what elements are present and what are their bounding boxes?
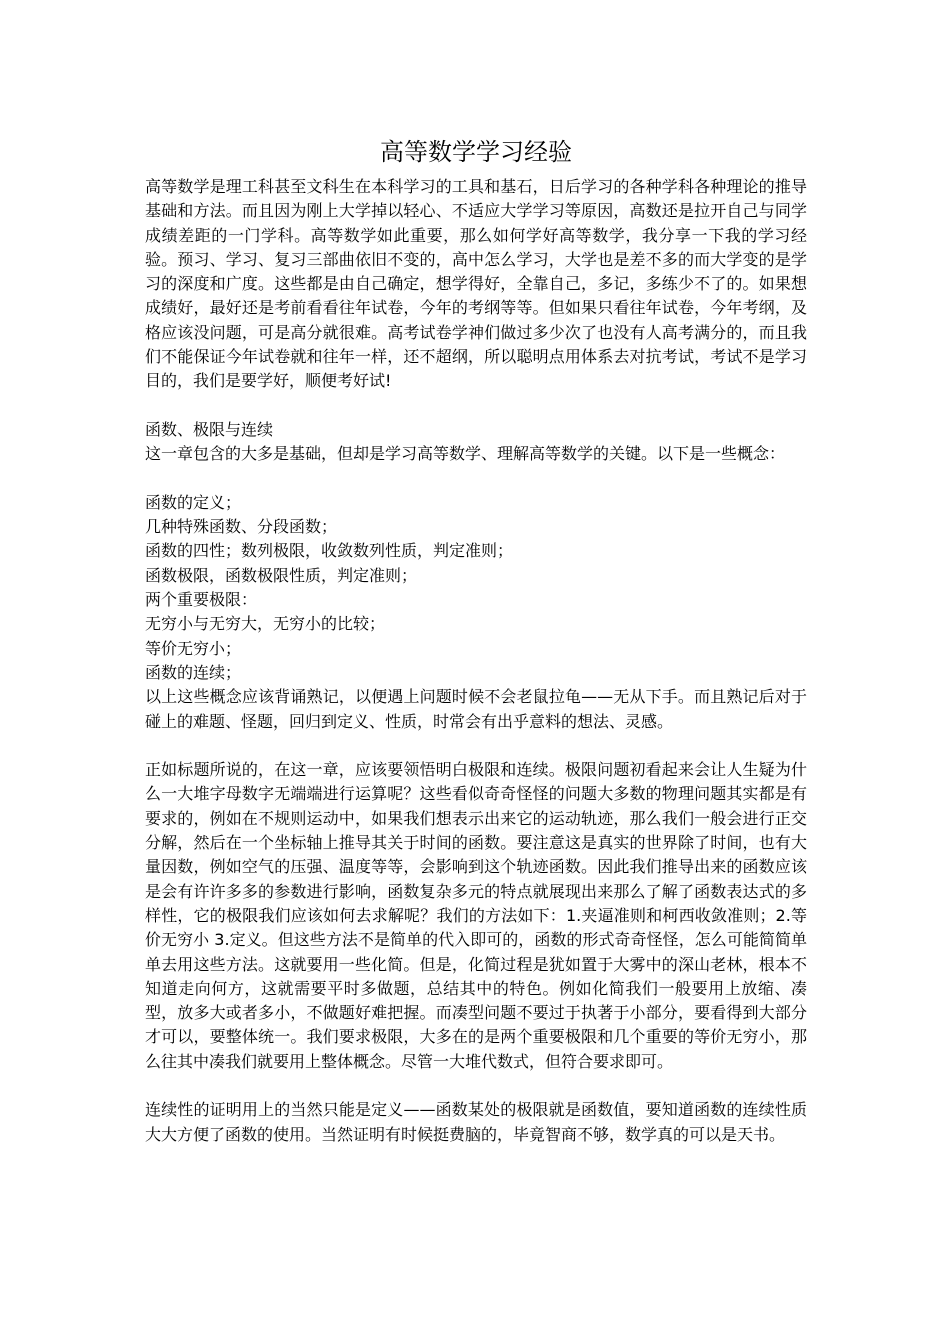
paragraph-gap bbox=[145, 467, 807, 491]
concept-item: 几种特殊函数、分段函数； bbox=[145, 517, 338, 537]
concept-item: 函数的定义； bbox=[145, 492, 242, 512]
paragraph-gap bbox=[145, 734, 807, 758]
concept-item: 函数的四性；数列极限，收敛数列性质，判定准则； bbox=[145, 541, 514, 561]
concept-item: 无穷小与无穷大，无穷小的比较； bbox=[145, 614, 386, 634]
concept-item: 两个重要极限： bbox=[145, 590, 258, 610]
intro-paragraph: 高等数学是理工科甚至文科生在本科学习的工具和基石，日后学习的各种学科各种理论的推导基础和方法。而且因为刚上大学掉以轻心、不适应大学学习等原因，高数还是拉开自己与同学成绩差距的一门学科。高等数学如此重要，那么如何学好高等数学，我分享一下我的学习经验。预习、学习、复习三部曲依旧不变的，高中怎么学习，大学也是差不多的而大学变的是学习的深度和广度。这些都是由自己确定，想学得好，全靠自己，多记，多练少不了的。如果想成绩好，最好还是考前看看往年试卷，今年的考纲等等。但如果只看往年试卷，今年考纲，及格应该没问题，可是高分就很难。高考试卷学神们做过多少次了也没有人高考满分的，而且我们不能保证今年试卷就和往年一样，还不超纲，所以聪明点用体系去对抗考试，考试不是学习目的，我们是要学好，顺便考好试! bbox=[145, 177, 807, 391]
document-page bbox=[145, 132, 807, 1147]
paragraph-gap bbox=[145, 394, 807, 418]
limits-paragraph: 正如标题所说的，在这一章，应该要领悟明白极限和连续。极限问题初看起来会让人生疑为什么一大堆字母数字无端端进行运算呢？这些看似奇奇怪怪的问题大多数的物理问题其实都是有要求的，例如在不规则运动中，如果我们想表示出来它的运动轨迹，那么我们一般会进行正交分解，然后在一个坐标轴上推导其关于时间的函数。要注意这是真实的世界除了时间，也有大量因数，例如空气的压强、温度等等，会影响到这个轨迹函数。因此我们推导出来的函数应该是会有许许多多的参数进行影响，函数复杂多元的特点就展现出来那么了解了函数表达式的多样性，它的极限我们应该如何去求解呢？我们的方法如下：1.夹逼准则和柯西收敛准则；2.等价无穷小 3.定义。但这些方法不是简单的代入即可的，函数的形式奇奇怪怪，怎么可能简简单单去用这些方法。这就要用一些化简。但是，化简过程是犹如置于大雾中的深山老林，根本不知道走向何方，这就需要平时多做题，总结其中的特色。例如化简我们一般要用上放缩、凑型，放多大或者多小，不做题好难把握。而凑型问题不要过于执著于小部分，要看得到大部分才可以，要整体统一。我们要求极限，大多在的是两个重要极限和几个重要的等价无穷小，那么往其中凑我们就要用上整体概念。尽管一大堆代数式，但符合要求即可。 bbox=[145, 760, 807, 1071]
section-heading: 函数、极限与连续 bbox=[145, 419, 274, 439]
paragraph-gap bbox=[145, 1074, 807, 1098]
concepts-note-paragraph: 以上这些概念应该背诵熟记，以便遇上问题时候不会老鼠拉龟——无从下手。而且熟记后对于碰上的难题、怪题，回归到定义、性质，时常会有出乎意料的想法、灵感。 bbox=[145, 687, 807, 731]
concept-item: 等价无穷小； bbox=[145, 638, 242, 658]
concept-list bbox=[145, 491, 807, 685]
concept-item: 函数极限，函数极限性质，判定准则； bbox=[145, 565, 418, 585]
concept-item: 函数的连续； bbox=[145, 662, 242, 682]
document-title: 高等数学学习经验 bbox=[380, 138, 572, 166]
continuity-paragraph: 连续性的证明用上的当然只能是定义——函数某处的极限就是函数值，要知道函数的连续性质大大方便了函数的使用。当然证明有时候挺费脑的，毕竟智商不够，数学真的可以是天书。 bbox=[145, 1100, 807, 1144]
section-intro: 这一章包含的大多是基础，但却是学习高等数学、理解高等数学的关键。以下是一些概念： bbox=[145, 444, 786, 464]
